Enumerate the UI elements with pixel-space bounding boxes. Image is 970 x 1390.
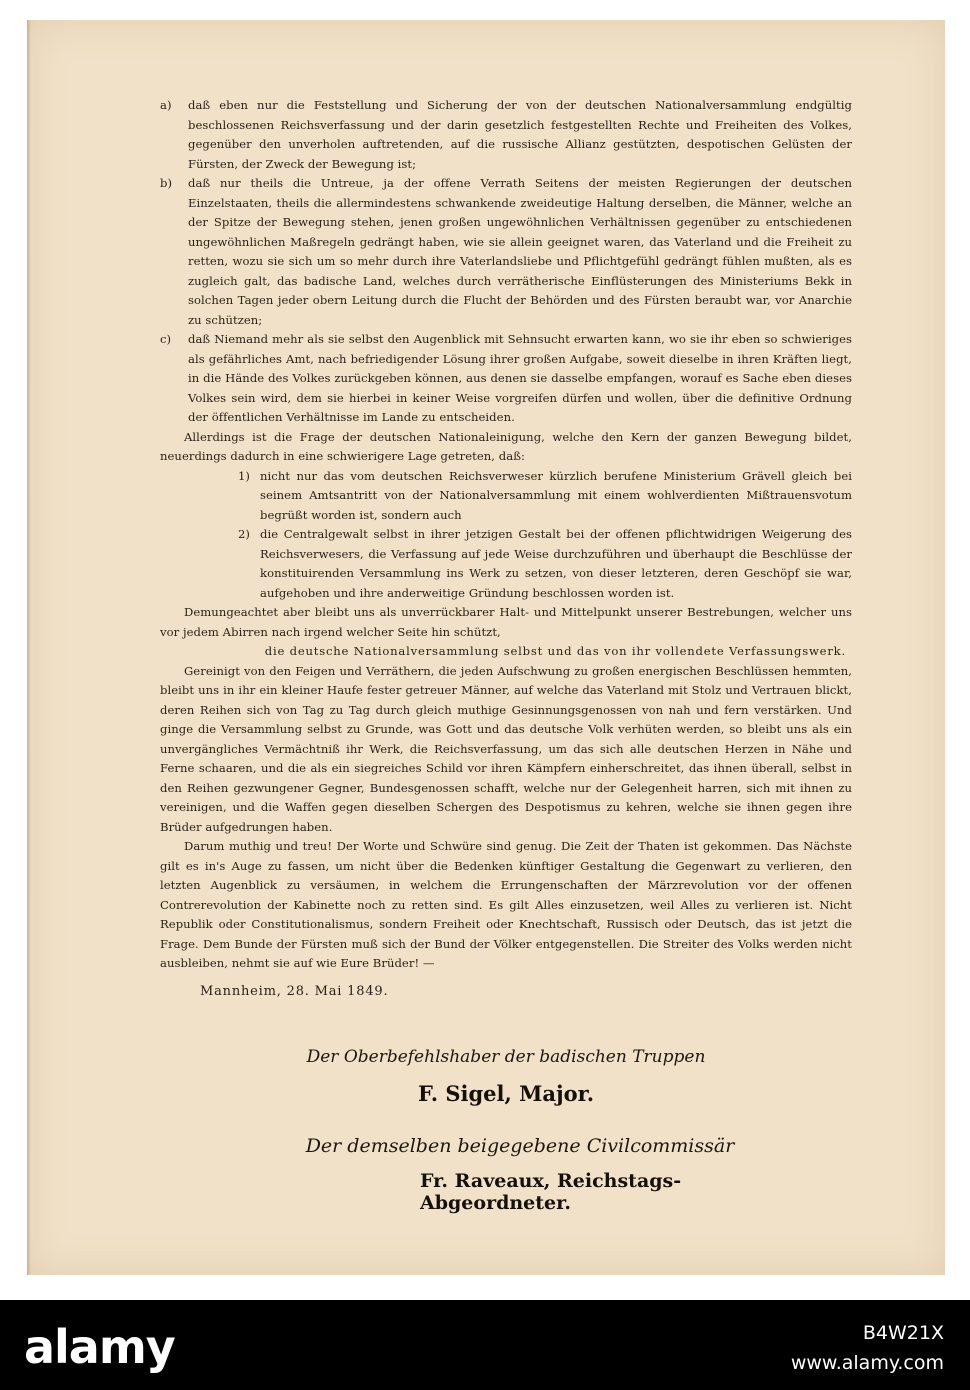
list-marker: 1) [238, 468, 250, 483]
signatory2-name: Fr. Raveaux, Reichstags-Abgeordneter. [420, 1170, 682, 1214]
list-item-a [160, 96, 852, 174]
signatory1-name: F. Sigel, Major. [417, 1081, 595, 1106]
paragraph-gereinigt: Gereinigt von den Feigen und Verräthern, die jeden Aufschwung zu großen energischen Beschlüssen hemmten, bleibt uns in ihr ein kleiner Haufe fester getreuer Männer, auf welche das Vaterland mit Stolz und Vertrauen blickt, deren Reihen sich von Tag zu Tag durch gleich muthige Gesinnungsgenossen von nah und fern verstärken. Und ginge die Versammlung selbst zu Grunde, was Gott und das deutsche Volk verhüten werden, so bleibt uns als ein unvergängliches Vermächtniß ihr Werk, die Reichsverfassung, um das sich alle deutschen Herzen in Nähe und Ferne schaaren, und die als ein siegreiches Schild vor ihren Kämpfern einherschreitet, das ihnen überall, selbst in den Reihen gezwungener Gegner, Bundesgenossen schafft, welche nur der Gelegenheit harren, sich mit ihnen zu vereinigen, und die Waffen gegen dieselben Schergen des Despotismus zu kehren, welche sie ihnen gegen ihre Brüder aufgedrungen haben. [160, 663, 852, 834]
list-marker: 2) [238, 527, 250, 541]
numbered-item-1 [160, 467, 852, 526]
page-fold-shadow [27, 20, 31, 1275]
paragraph-demungeachtet: Demungeachtet aber bleibt uns als unverrückbarer Halt- und Mittelpunkt unserer Bestrebungen, welcher uns vor jedem Abirren nach irgend welcher Seite hin schützt, [160, 605, 852, 639]
list-item-text: die Centralgewalt selbst in ihrer jetzigen Gestalt bei der offenen pflichtwidrigen Weigerung des Reichsverwesers, die Verfassung auf jede Weise durchzuführen und überhaupt die Beschlüsse der konstituirenden Versammlung ins Werk zu setzen, von dieser letzteren, deren Geschöpf sie war, aufgehoben und ihre anderweitige Gründung beschlossen worden ist. [260, 527, 852, 600]
list-item-c [160, 330, 852, 428]
site-url-label: www.alamy.com [790, 1352, 944, 1374]
list-marker: a) [160, 98, 172, 112]
list-marker: b) [160, 176, 173, 190]
emphasis-line: die deutsche Nationalversammlung selbst und das von ihr vollendete Verfassungswerk. [264, 644, 846, 658]
alamy-logo: alamy [24, 1320, 175, 1374]
list-item-text: daß nur theils die Untreue, ja der offene Verrath Seitens der meisten Regierungen der deutschen Einzelstaaten, theils die allermindestens schwankende zweideutige Haltung derselben, die Männer, welche an der Spitze der Bewegung stehen, jenen großen ungewöhnlichen Verhältnissen gegenüber zu entschiedenen ungewöhnlichen Maßregeln gedrängt haben, wie sie allein geeignet waren, das Vaterland und die Freiheit zu retten, wozu sie sich um so mehr durch ihre Vaterlandsliebe und Pflichtgefühl gedrängt fühlen mußten, als es zugleich galt, das badische Land, welches durch verrätherische Einflüsterungen des Ministeriums Bekk in solchen Tagen jeder obern Leitung durch die Flucht der Behörden und des Fürsten beraubt war, vor Anarchie zu schützen; [188, 176, 852, 327]
image-id-label: B4W21X [862, 1322, 944, 1344]
list-item-b [160, 174, 852, 330]
list-marker: c) [160, 332, 172, 346]
list-item-text: nicht nur das vom deutschen Reichsverweser kürzlich berufene Ministerium Grävell gleich bei seinem Amtsantritt von der Nationalversammlung mit einem wohlverdienten Mißtrauensvotum begrüßt worden ist, sondern auch [260, 468, 852, 522]
list-item-text: daß eben nur die Feststellung und Sicherung der von der deutschen Nationalversammlung endgültig beschlossenen Reichsverfassung und der darin gesetzlich festgestellten Rechte und Freiheiten des Volkes, gegenüber den unverholen auftretenden, auf die russische Allianz gestützten, despotischen Gelüsten der Fürsten, der Zweck der Bewegung ist; [188, 98, 852, 171]
paragraph-allerdings: Allerdings ist die Frage der deutschen Nationaleinigung, welche den Kern der ganzen Bewegung bildet, neuerdings dadurch in eine schwierigere Lage getreten, daß: [160, 429, 852, 463]
signatory2-title: Der demselben beigegebene Civilcommissär [305, 1135, 735, 1157]
place-and-date: Mannheim, 28. Mai 1849. [200, 984, 389, 999]
numbered-item-2 [160, 525, 852, 603]
paragraph-darum: Darum muthig und treu! Der Worte und Schwüre sind genug. Die Zeit der Thaten ist gekommen. Das Nächste gilt es in's Auge zu fassen, um nicht über die Bedenken künftiger Gestaltung die Gegenwart zu verlieren, den letzten Augenblick zu versäumen, in welchem die Errungenschaften der Märzrevolution vor der offenen Contrerevolution der Kabinette noch zu retten sind. Es gilt Alles einzusetzen, weil Alles zu verlieren ist. Nicht Republik oder Constitutionalismus, sondern Freiheit oder Knechtschaft, Russisch oder Deutsch, das ist jetzt die Frage. Dem Bunde der Fürsten muß sich der Bund der Völker entgegenstellen. Die Streiter des Volks werden nicht ausbleiben, nehmt sie auf wie Eure Brüder! — [160, 839, 852, 970]
list-item-text: daß Niemand mehr als sie selbst den Augenblick mit Sehnsucht erwarten kann, wo sie ihr eben so schwieriges als gefährliches Amt, nach befriedigender Lösung ihrer großen Aufgabe, soweit dieselbe in ihren Kräften liegt, in die Hände des Volkes zurückgeben können, aus denen sie dasselbe empfangen, worauf es Sache eben dieses Volkes sein wird, dem sie hierbei in keiner Weise vorgreifen dürfen und wollen, über die definitive Ordnung der öffentlichen Verhältnisse im Lande zu entscheiden. [188, 332, 852, 424]
proclamation-body [160, 96, 852, 974]
signatory1-title: Der Oberbefehlshaber der badischen Truppen [306, 1047, 706, 1067]
